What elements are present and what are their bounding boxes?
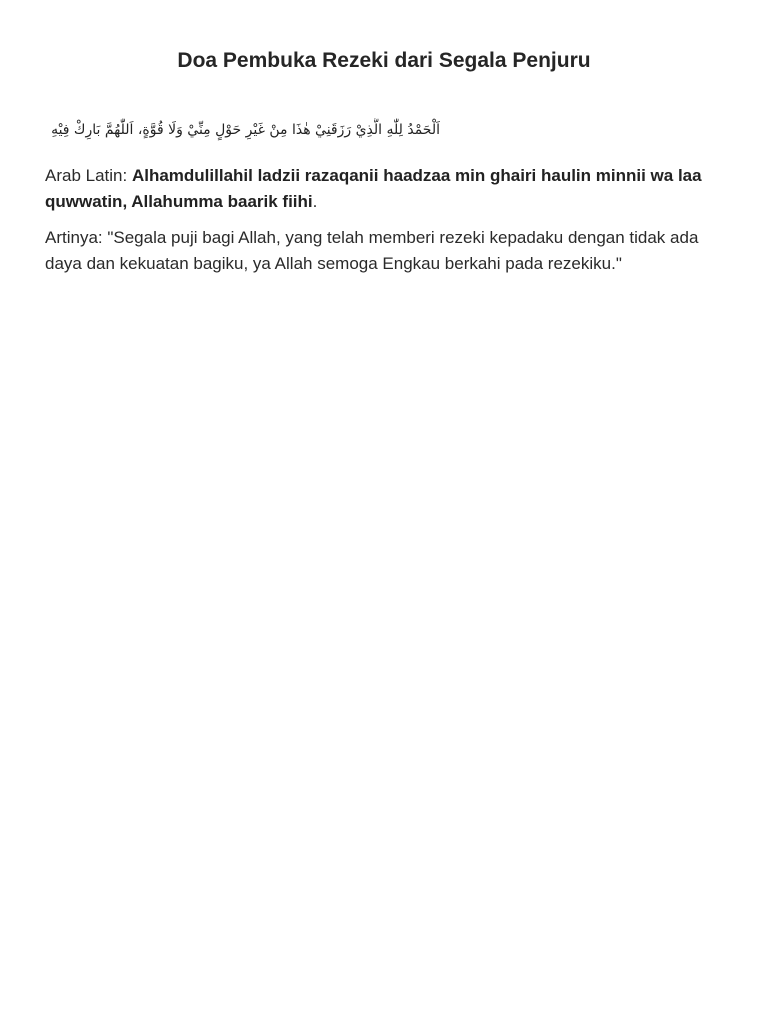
arab-latin-paragraph: [45, 163, 725, 215]
arab-latin-text: Alhamdulillahil ladzii razaqanii haadzaa min ghairi haulin minnii wa laa quwwatin, Allahumma baarik fiihi: [45, 166, 702, 211]
arabic-prayer-text: اَلْحَمْدُ لِلّٰهِ الَّذِيْ رَزَقَنِيْ هٰذَا مِنْ غَيْرِ حَوْلٍ مِنِّيْ وَلَا قُوَّةٍ، اَللّٰهُمَّ بَارِكْ فِيْهِ: [51, 122, 440, 138]
page-title: Doa Pembuka Rezeki dari Segala Penjuru: [177, 49, 591, 72]
arab-latin-period: .: [312, 192, 318, 211]
meaning-paragraph: Artinya: "Segala puji bagi Allah, yang telah memberi rezeki kepadaku dengan tidak ada daya dan kekuatan bagiku, ya Allah semoga Engkau berkahi pada rezekiku.": [45, 228, 699, 273]
arab-latin-label: Arab Latin:: [45, 166, 132, 185]
